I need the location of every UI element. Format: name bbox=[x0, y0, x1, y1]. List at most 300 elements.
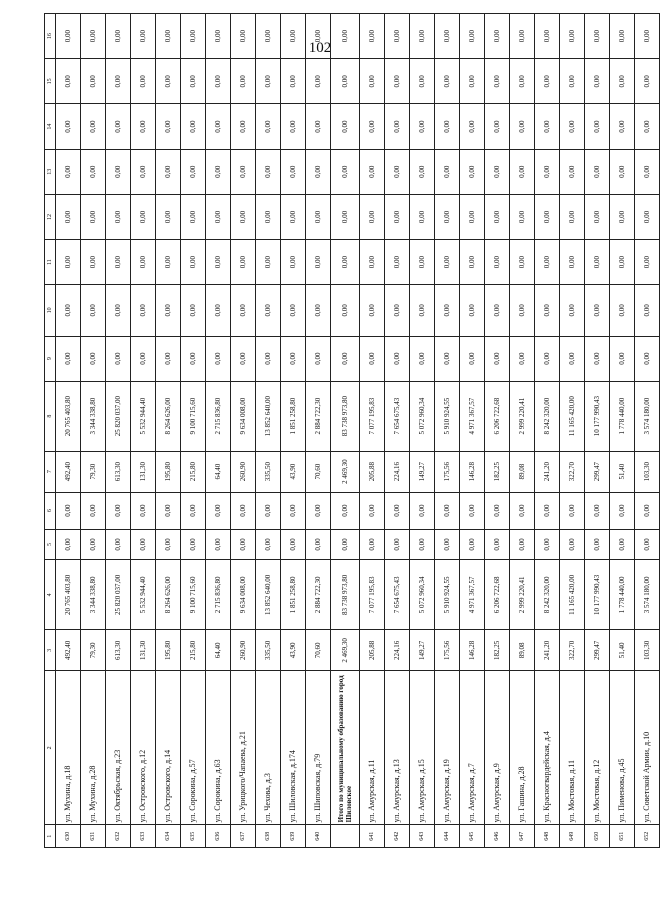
value-cell: 0,00 bbox=[331, 59, 360, 104]
value-cell: 7 654 675,43 bbox=[385, 560, 410, 630]
value-cell: 9 634 008,00 bbox=[231, 381, 256, 451]
value-cell: 0,00 bbox=[281, 194, 306, 239]
value-cell: 0,00 bbox=[181, 240, 206, 285]
value-cell: 0,00 bbox=[206, 285, 231, 336]
value-cell: 0,00 bbox=[56, 149, 81, 194]
housing-repair-table bbox=[44, 13, 660, 848]
row-number-cell: 631 bbox=[81, 825, 106, 848]
value-cell: 0,00 bbox=[306, 14, 331, 59]
value-cell: 0,00 bbox=[231, 529, 256, 560]
value-cell: 0,00 bbox=[635, 240, 660, 285]
value-cell: 0,00 bbox=[635, 194, 660, 239]
value-cell: 0,00 bbox=[610, 104, 635, 149]
value-cell: 0,00 bbox=[331, 285, 360, 336]
value-cell: 0,00 bbox=[510, 492, 535, 529]
value-cell: 0,00 bbox=[156, 149, 181, 194]
value-cell: 0,00 bbox=[535, 529, 560, 560]
value-cell: 103,30 bbox=[635, 451, 660, 492]
value-cell: 0,00 bbox=[360, 336, 385, 381]
value-cell: 299,47 bbox=[585, 630, 610, 671]
address-cell: ул. Островского, д.14 bbox=[156, 671, 181, 825]
column-number-cell: 6 bbox=[45, 492, 56, 529]
value-cell: 0,00 bbox=[81, 194, 106, 239]
value-cell: 0,00 bbox=[156, 285, 181, 336]
value-cell: 0,00 bbox=[410, 149, 435, 194]
table-row bbox=[535, 14, 560, 848]
value-cell: 0,00 bbox=[510, 529, 535, 560]
value-cell: 241,20 bbox=[535, 451, 560, 492]
value-cell: 0,00 bbox=[131, 149, 156, 194]
value-cell: 0,00 bbox=[435, 149, 460, 194]
value-cell: 0,00 bbox=[385, 14, 410, 59]
value-cell: 0,00 bbox=[106, 285, 131, 336]
value-cell: 0,00 bbox=[81, 285, 106, 336]
value-cell: 0,00 bbox=[460, 492, 485, 529]
value-cell: 0,00 bbox=[306, 529, 331, 560]
value-cell: 0,00 bbox=[560, 529, 585, 560]
address-cell: ул. Амурская, д.19 bbox=[435, 671, 460, 825]
value-cell: 0,00 bbox=[56, 194, 81, 239]
value-cell: 6 206 722,68 bbox=[485, 560, 510, 630]
value-cell: 0,00 bbox=[560, 285, 585, 336]
value-cell: 0,00 bbox=[535, 194, 560, 239]
value-cell: 0,00 bbox=[231, 194, 256, 239]
value-cell: 0,00 bbox=[635, 529, 660, 560]
value-cell: 613,30 bbox=[106, 451, 131, 492]
value-cell: 7 077 195,83 bbox=[360, 560, 385, 630]
address-cell: ул. Амурская, д.13 bbox=[385, 671, 410, 825]
value-cell: 0,00 bbox=[56, 59, 81, 104]
row-number-cell: 650 bbox=[585, 825, 610, 848]
value-cell: 0,00 bbox=[610, 240, 635, 285]
value-cell: 5 532 944,40 bbox=[131, 560, 156, 630]
value-cell: 0,00 bbox=[56, 492, 81, 529]
value-cell: 0,00 bbox=[535, 285, 560, 336]
value-cell: 70,60 bbox=[306, 630, 331, 671]
value-cell: 0,00 bbox=[385, 240, 410, 285]
value-cell: 0,00 bbox=[181, 149, 206, 194]
value-cell: 0,00 bbox=[435, 492, 460, 529]
value-cell: 205,88 bbox=[360, 630, 385, 671]
value-cell: 0,00 bbox=[585, 240, 610, 285]
value-cell: 0,00 bbox=[306, 194, 331, 239]
value-cell: 0,00 bbox=[635, 336, 660, 381]
value-cell: 215,80 bbox=[181, 630, 206, 671]
value-cell: 0,00 bbox=[610, 285, 635, 336]
value-cell: 0,00 bbox=[360, 194, 385, 239]
table-row bbox=[410, 14, 435, 848]
value-cell: 2 469,30 bbox=[331, 630, 360, 671]
value-cell: 0,00 bbox=[635, 149, 660, 194]
value-cell: 0,00 bbox=[585, 14, 610, 59]
value-cell: 0,00 bbox=[256, 149, 281, 194]
value-cell: 0,00 bbox=[156, 14, 181, 59]
value-cell: 0,00 bbox=[231, 336, 256, 381]
value-cell: 0,00 bbox=[281, 240, 306, 285]
value-cell: 0,00 bbox=[560, 104, 585, 149]
address-cell: ул. Красногвардейская, д.4 bbox=[535, 671, 560, 825]
value-cell: 7 654 675,43 bbox=[385, 381, 410, 451]
value-cell: 0,00 bbox=[585, 336, 610, 381]
value-cell: 0,00 bbox=[181, 14, 206, 59]
value-cell: 0,00 bbox=[206, 59, 231, 104]
value-cell: 1 778 440,00 bbox=[610, 381, 635, 451]
row-number-cell: 639 bbox=[281, 825, 306, 848]
value-cell: 0,00 bbox=[106, 492, 131, 529]
value-cell: 0,00 bbox=[81, 492, 106, 529]
value-cell: 0,00 bbox=[360, 149, 385, 194]
value-cell: 20 765 403,80 bbox=[56, 381, 81, 451]
value-cell: 0,00 bbox=[306, 149, 331, 194]
address-cell: ул. Чехова, д.3 bbox=[256, 671, 281, 825]
table-row bbox=[106, 14, 131, 848]
value-cell: 0,00 bbox=[585, 59, 610, 104]
value-cell: 0,00 bbox=[106, 529, 131, 560]
value-cell: 0,00 bbox=[331, 336, 360, 381]
column-number-cell: 14 bbox=[45, 104, 56, 149]
value-cell: 182,25 bbox=[485, 451, 510, 492]
value-cell: 0,00 bbox=[181, 59, 206, 104]
value-cell: 0,00 bbox=[435, 240, 460, 285]
address-cell: ул. Гашина, д.28 bbox=[510, 671, 535, 825]
value-cell: 0,00 bbox=[560, 14, 585, 59]
value-cell: 0,00 bbox=[81, 336, 106, 381]
value-cell: 0,00 bbox=[510, 336, 535, 381]
value-cell: 0,00 bbox=[106, 14, 131, 59]
address-cell: ул. Советской Армии, д.10 bbox=[635, 671, 660, 825]
value-cell: 0,00 bbox=[610, 194, 635, 239]
value-cell: 0,00 bbox=[560, 149, 585, 194]
value-cell: 0,00 bbox=[535, 149, 560, 194]
value-cell: 0,00 bbox=[560, 336, 585, 381]
row-number-cell bbox=[331, 825, 360, 848]
table-row bbox=[635, 14, 660, 848]
value-cell: 0,00 bbox=[106, 240, 131, 285]
value-cell: 0,00 bbox=[306, 104, 331, 149]
value-cell: 0,00 bbox=[410, 14, 435, 59]
value-cell: 0,00 bbox=[156, 59, 181, 104]
value-cell: 0,00 bbox=[256, 240, 281, 285]
address-cell: ул. Мухина, д.28 bbox=[81, 671, 106, 825]
value-cell: 10 177 990,43 bbox=[585, 560, 610, 630]
value-cell: 0,00 bbox=[635, 285, 660, 336]
address-cell: ул. Амурская, д.7 bbox=[460, 671, 485, 825]
value-cell: 322,70 bbox=[560, 630, 585, 671]
value-cell: 1 851 258,80 bbox=[281, 560, 306, 630]
value-cell: 70,60 bbox=[306, 451, 331, 492]
value-cell: 0,00 bbox=[306, 336, 331, 381]
row-number-cell: 643 bbox=[410, 825, 435, 848]
value-cell: 0,00 bbox=[231, 14, 256, 59]
value-cell: 0,00 bbox=[460, 59, 485, 104]
value-cell: 0,00 bbox=[156, 194, 181, 239]
value-cell: 4 971 367,57 bbox=[460, 560, 485, 630]
value-cell: 0,00 bbox=[331, 240, 360, 285]
value-cell: 0,00 bbox=[331, 492, 360, 529]
value-cell: 0,00 bbox=[81, 149, 106, 194]
row-number-cell: 637 bbox=[231, 825, 256, 848]
value-cell: 0,00 bbox=[535, 336, 560, 381]
value-cell: 322,70 bbox=[560, 451, 585, 492]
value-cell: 0,00 bbox=[435, 194, 460, 239]
value-cell: 0,00 bbox=[81, 240, 106, 285]
value-cell: 205,88 bbox=[360, 451, 385, 492]
value-cell: 0,00 bbox=[256, 529, 281, 560]
value-cell: 0,00 bbox=[385, 59, 410, 104]
address-cell: ул. Амурская, д.9 bbox=[485, 671, 510, 825]
value-cell: 2 884 722,30 bbox=[306, 381, 331, 451]
value-cell: 0,00 bbox=[410, 336, 435, 381]
value-cell: 0,00 bbox=[131, 14, 156, 59]
row-number-cell: 646 bbox=[485, 825, 510, 848]
rotated-table-container bbox=[12, 0, 652, 888]
value-cell: 0,00 bbox=[510, 104, 535, 149]
value-cell: 0,00 bbox=[485, 240, 510, 285]
value-cell: 0,00 bbox=[181, 492, 206, 529]
table-row bbox=[131, 14, 156, 848]
value-cell: 0,00 bbox=[306, 240, 331, 285]
value-cell: 25 820 037,00 bbox=[106, 381, 131, 451]
table-row bbox=[460, 14, 485, 848]
value-cell: 3 344 338,80 bbox=[81, 560, 106, 630]
value-cell: 0,00 bbox=[256, 285, 281, 336]
value-cell: 0,00 bbox=[231, 104, 256, 149]
value-cell: 0,00 bbox=[560, 59, 585, 104]
value-cell: 0,00 bbox=[410, 285, 435, 336]
value-cell: 89,08 bbox=[510, 630, 535, 671]
value-cell: 0,00 bbox=[385, 529, 410, 560]
value-cell: 0,00 bbox=[360, 285, 385, 336]
value-cell: 0,00 bbox=[385, 149, 410, 194]
value-cell: 0,00 bbox=[485, 285, 510, 336]
value-cell: 0,00 bbox=[256, 14, 281, 59]
value-cell: 182,25 bbox=[485, 630, 510, 671]
value-cell: 0,00 bbox=[435, 14, 460, 59]
value-cell: 79,30 bbox=[81, 451, 106, 492]
value-cell: 0,00 bbox=[460, 14, 485, 59]
value-cell: 0,00 bbox=[231, 149, 256, 194]
value-cell: 13 852 640,00 bbox=[256, 381, 281, 451]
value-cell: 2 469,30 bbox=[331, 451, 360, 492]
value-cell: 0,00 bbox=[231, 285, 256, 336]
value-cell: 7 077 195,83 bbox=[360, 381, 385, 451]
address-cell: ул. Амурская, д.11 bbox=[360, 671, 385, 825]
value-cell: 0,00 bbox=[610, 149, 635, 194]
table-body bbox=[45, 14, 660, 848]
value-cell: 146,28 bbox=[460, 451, 485, 492]
value-cell: 0,00 bbox=[181, 336, 206, 381]
value-cell: 2 715 836,80 bbox=[206, 560, 231, 630]
value-cell: 0,00 bbox=[206, 149, 231, 194]
column-number-cell: 15 bbox=[45, 59, 56, 104]
value-cell: 0,00 bbox=[181, 104, 206, 149]
value-cell: 0,00 bbox=[585, 529, 610, 560]
value-cell: 0,00 bbox=[306, 59, 331, 104]
value-cell: 492,40 bbox=[56, 630, 81, 671]
value-cell: 0,00 bbox=[385, 492, 410, 529]
column-number-cell: 1 bbox=[45, 825, 56, 848]
table-row bbox=[306, 14, 331, 848]
address-cell: ул. Мостовая, д.12 bbox=[585, 671, 610, 825]
value-cell: 0,00 bbox=[610, 14, 635, 59]
column-number-cell: 13 bbox=[45, 149, 56, 194]
value-cell: 260,90 bbox=[231, 451, 256, 492]
value-cell: 64,40 bbox=[206, 451, 231, 492]
value-cell: 0,00 bbox=[256, 194, 281, 239]
table-row bbox=[510, 14, 535, 848]
value-cell: 103,30 bbox=[635, 630, 660, 671]
value-cell: 10 177 990,43 bbox=[585, 381, 610, 451]
value-cell: 64,40 bbox=[206, 630, 231, 671]
value-cell: 492,40 bbox=[56, 451, 81, 492]
value-cell: 0,00 bbox=[535, 59, 560, 104]
value-cell: 0,00 bbox=[331, 149, 360, 194]
value-cell: 0,00 bbox=[460, 529, 485, 560]
value-cell: 149,27 bbox=[410, 630, 435, 671]
value-cell: 0,00 bbox=[510, 285, 535, 336]
value-cell: 0,00 bbox=[360, 104, 385, 149]
row-number-cell: 636 bbox=[206, 825, 231, 848]
address-cell: ул. Октябрьская, д.23 bbox=[106, 671, 131, 825]
value-cell: 0,00 bbox=[385, 194, 410, 239]
value-cell: 89,08 bbox=[510, 451, 535, 492]
value-cell: 0,00 bbox=[131, 104, 156, 149]
row-number-cell: 638 bbox=[256, 825, 281, 848]
value-cell: 2 999 220,41 bbox=[510, 381, 535, 451]
value-cell: 175,56 bbox=[435, 451, 460, 492]
value-cell: 2 715 836,80 bbox=[206, 381, 231, 451]
value-cell: 0,00 bbox=[106, 59, 131, 104]
value-cell: 0,00 bbox=[410, 529, 435, 560]
value-cell: 1 778 440,00 bbox=[610, 560, 635, 630]
value-cell: 0,00 bbox=[156, 529, 181, 560]
value-cell: 0,00 bbox=[385, 104, 410, 149]
value-cell: 0,00 bbox=[610, 529, 635, 560]
value-cell: 0,00 bbox=[510, 240, 535, 285]
value-cell: 0,00 bbox=[81, 104, 106, 149]
value-cell: 175,56 bbox=[435, 630, 460, 671]
value-cell: 0,00 bbox=[131, 59, 156, 104]
value-cell: 0,00 bbox=[281, 492, 306, 529]
row-number-cell: 634 bbox=[156, 825, 181, 848]
value-cell: 0,00 bbox=[106, 336, 131, 381]
value-cell: 0,00 bbox=[485, 59, 510, 104]
address-cell: ул. Урицкого/Чапаева, д.21 bbox=[231, 671, 256, 825]
value-cell: 43,90 bbox=[281, 451, 306, 492]
address-cell: ул. Островского, д.12 bbox=[131, 671, 156, 825]
value-cell: 0,00 bbox=[156, 336, 181, 381]
value-cell: 0,00 bbox=[460, 194, 485, 239]
value-cell: 299,47 bbox=[585, 451, 610, 492]
value-cell: 0,00 bbox=[460, 285, 485, 336]
value-cell: 0,00 bbox=[535, 492, 560, 529]
column-number-cell: 2 bbox=[45, 671, 56, 825]
value-cell: 51,40 bbox=[610, 451, 635, 492]
value-cell: 83 738 973,80 bbox=[331, 381, 360, 451]
value-cell: 0,00 bbox=[256, 59, 281, 104]
value-cell: 0,00 bbox=[206, 336, 231, 381]
value-cell: 0,00 bbox=[560, 240, 585, 285]
value-cell: 0,00 bbox=[56, 336, 81, 381]
column-number-cell: 8 bbox=[45, 381, 56, 451]
row-number-cell: 635 bbox=[181, 825, 206, 848]
value-cell: 0,00 bbox=[410, 240, 435, 285]
value-cell: 0,00 bbox=[360, 529, 385, 560]
value-cell: 0,00 bbox=[485, 336, 510, 381]
value-cell: 2 999 220,41 bbox=[510, 560, 535, 630]
value-cell: 0,00 bbox=[360, 14, 385, 59]
value-cell: 0,00 bbox=[281, 149, 306, 194]
value-cell: 0,00 bbox=[81, 529, 106, 560]
address-cell: ул. Мостовая, д.11 bbox=[560, 671, 585, 825]
row-number-cell: 649 bbox=[560, 825, 585, 848]
value-cell: 0,00 bbox=[281, 285, 306, 336]
value-cell: 0,00 bbox=[360, 240, 385, 285]
value-cell: 0,00 bbox=[610, 492, 635, 529]
value-cell: 0,00 bbox=[585, 104, 610, 149]
value-cell: 0,00 bbox=[460, 240, 485, 285]
value-cell: 0,00 bbox=[81, 14, 106, 59]
column-number-cell: 9 bbox=[45, 336, 56, 381]
value-cell: 0,00 bbox=[281, 104, 306, 149]
value-cell: 0,00 bbox=[510, 194, 535, 239]
value-cell: 146,28 bbox=[460, 630, 485, 671]
value-cell: 260,90 bbox=[231, 630, 256, 671]
value-cell: 0,00 bbox=[360, 59, 385, 104]
row-number-cell: 630 bbox=[56, 825, 81, 848]
address-cell: ул. Сорокина, д.57 bbox=[181, 671, 206, 825]
value-cell: 224,16 bbox=[385, 451, 410, 492]
value-cell: 0,00 bbox=[206, 529, 231, 560]
table-row bbox=[435, 14, 460, 848]
value-cell: 0,00 bbox=[256, 104, 281, 149]
value-cell: 0,00 bbox=[231, 492, 256, 529]
value-cell: 79,30 bbox=[81, 630, 106, 671]
value-cell: 51,40 bbox=[610, 630, 635, 671]
value-cell: 0,00 bbox=[181, 529, 206, 560]
table-row bbox=[206, 14, 231, 848]
table-row bbox=[610, 14, 635, 848]
value-cell: 0,00 bbox=[131, 240, 156, 285]
table-row bbox=[560, 14, 585, 848]
value-cell: 131,30 bbox=[131, 630, 156, 671]
address-cell: Итого по муниципальному образованию город Шиловское bbox=[331, 671, 360, 825]
value-cell: 4 971 367,57 bbox=[460, 381, 485, 451]
value-cell: 241,20 bbox=[535, 630, 560, 671]
value-cell: 0,00 bbox=[131, 529, 156, 560]
row-number-cell: 647 bbox=[510, 825, 535, 848]
value-cell: 0,00 bbox=[435, 529, 460, 560]
value-cell: 8 264 626,00 bbox=[156, 560, 181, 630]
value-cell: 0,00 bbox=[585, 149, 610, 194]
value-cell: 0,00 bbox=[256, 336, 281, 381]
value-cell: 83 738 973,80 bbox=[331, 560, 360, 630]
value-cell: 0,00 bbox=[256, 492, 281, 529]
value-cell: 0,00 bbox=[106, 149, 131, 194]
table-row bbox=[385, 14, 410, 848]
value-cell: 0,00 bbox=[281, 14, 306, 59]
value-cell: 11 165 420,00 bbox=[560, 381, 585, 451]
column-number-cell: 4 bbox=[45, 560, 56, 630]
column-number-cell: 16 bbox=[45, 14, 56, 59]
value-cell: 0,00 bbox=[56, 285, 81, 336]
value-cell: 0,00 bbox=[231, 240, 256, 285]
value-cell: 335,50 bbox=[256, 451, 281, 492]
value-cell: 0,00 bbox=[635, 104, 660, 149]
value-cell: 335,50 bbox=[256, 630, 281, 671]
value-cell: 8 242 320,00 bbox=[535, 560, 560, 630]
value-cell: 0,00 bbox=[485, 14, 510, 59]
